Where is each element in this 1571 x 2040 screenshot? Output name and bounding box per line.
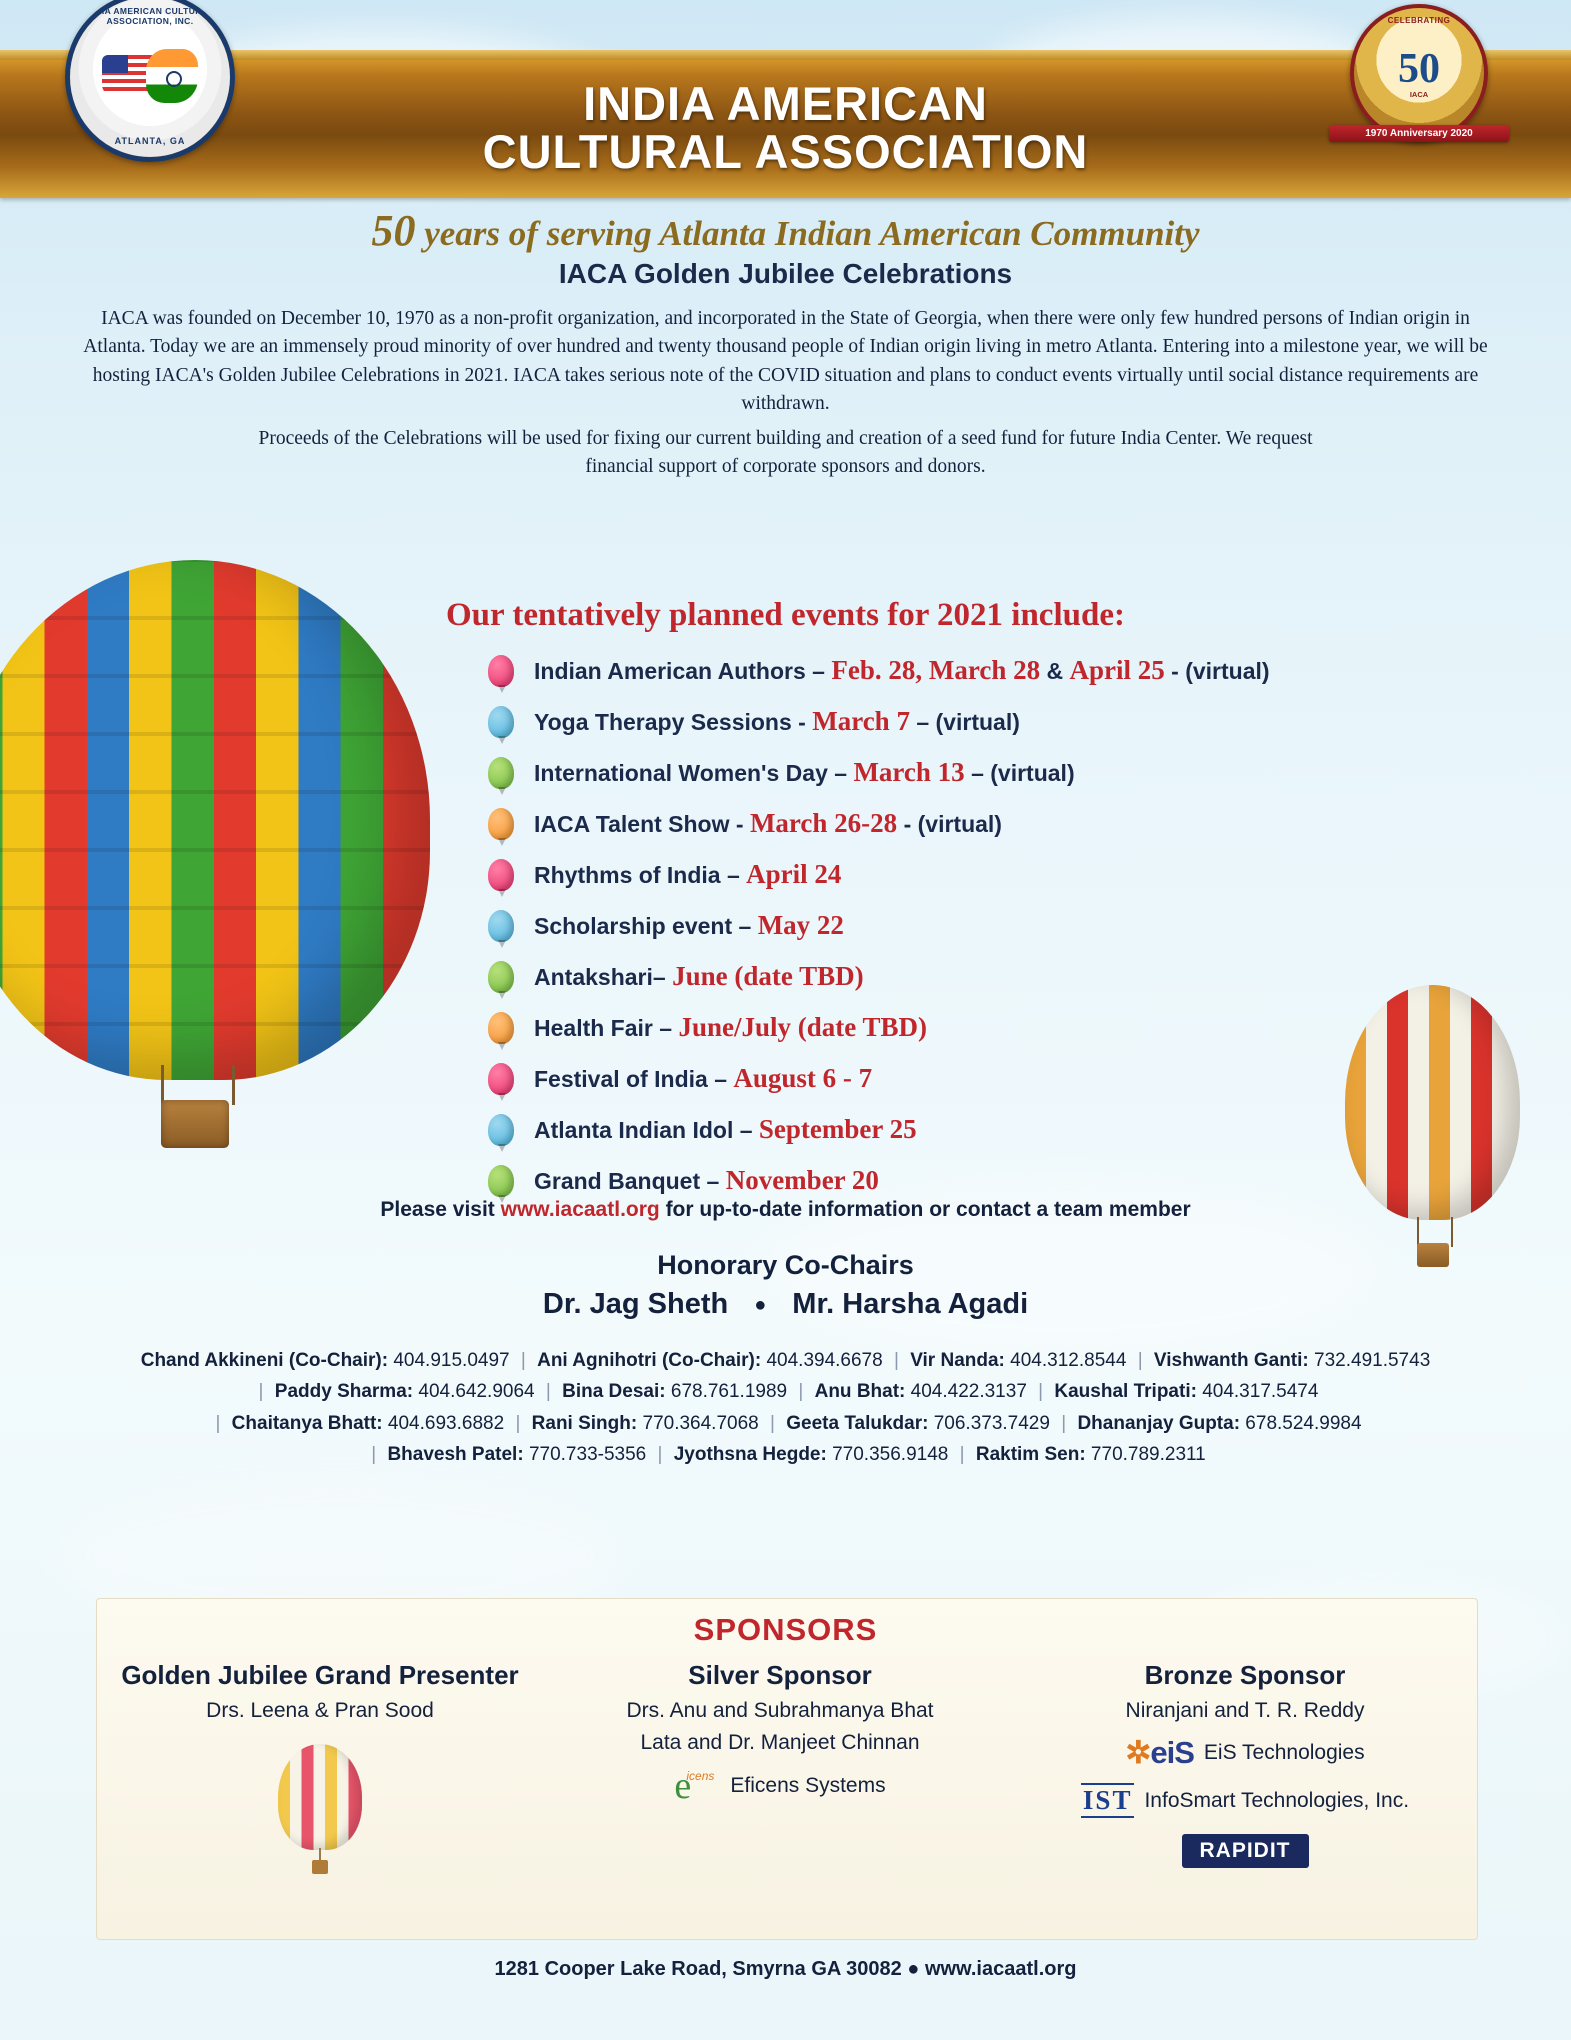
eficens-logo-icon: e icens — [674, 1765, 715, 1807]
tagline-number: 50 — [371, 206, 416, 255]
footer-address: 1281 Cooper Lake Road, Smyrna GA 30082 ● www.iacaatl.org — [494, 1958, 1077, 1980]
grand-presenter-name: Drs. Leena & Pran Sood — [206, 1699, 434, 1722]
event-name: IACA Talent Show - — [534, 811, 750, 837]
honorary-name-2: Mr. Harsha Agadi — [792, 1288, 1029, 1320]
eis-logo-row — [1010, 1735, 1480, 1771]
event-name: Rhythms of India – — [534, 862, 747, 888]
event-name: Yoga Therapy Sessions - — [534, 709, 813, 735]
balloon-bullet-icon — [488, 655, 514, 687]
seal-number: 50 — [1398, 45, 1440, 92]
event-row — [488, 1053, 1488, 1104]
event-text — [534, 1165, 879, 1196]
ist-logo-row — [1010, 1783, 1480, 1818]
infosmart-logo-icon: IST — [1081, 1783, 1135, 1818]
event-text — [534, 961, 864, 992]
logo-ring-bottom-text: ATLANTA, GA — [114, 136, 186, 146]
visit-after: for up-to-date information or contact a team member — [659, 1198, 1191, 1221]
event-name: Health Fair – — [534, 1015, 679, 1041]
silver-sponsor-heading: Silver Sponsor — [688, 1660, 872, 1690]
event-date: Feb. 28, March 28 — [831, 655, 1041, 685]
logo-ring-top-text: INDIA AMERICAN CULTURAL ASSOCIATION, INC. — [86, 6, 214, 26]
subtitle: IACA Golden Jubilee Celebrations — [558, 258, 1013, 289]
hot-air-balloon-sponsor-icon — [278, 1744, 362, 1850]
event-row — [488, 900, 1488, 951]
visit-line — [0, 1198, 1571, 1222]
intro-paragraph-2: Proceeds of the Celebrations will be used for fixing our current building and creation of a seed fund for future India Center. We request financial support of corporate sponsors and donors. — [258, 428, 1313, 478]
seal-years-ribbon: 1970 Anniversary 2020 — [1329, 125, 1509, 142]
sponsor-column-bronze — [1010, 1660, 1480, 1868]
event-text — [534, 1063, 872, 1094]
event-date: June/July (date TBD) — [678, 1012, 927, 1042]
event-text — [534, 706, 1020, 737]
event-text — [534, 1114, 917, 1145]
eis-logo-icon: ✲eiS — [1125, 1735, 1194, 1770]
sponsor-column-silver — [560, 1660, 1000, 1805]
sponsor-column-grand — [90, 1660, 550, 1723]
event-text — [534, 1012, 927, 1043]
event-text — [534, 910, 844, 941]
event-date: March 7 — [812, 706, 910, 736]
tagline — [0, 205, 1571, 256]
bullet-separator-icon: ● — [754, 1293, 767, 1316]
events-list — [488, 645, 1488, 1206]
contacts-line: | Paddy Sharma: 404.642.9064 | Bina Desai: 678.761.1989 | Anu Bhat: 404.422.3137 | Kaushal Tripati: 404.317.5474 — [258, 1381, 1319, 1403]
title-line-2: CULTURAL ASSOCIATION — [482, 125, 1089, 178]
balloon-bullet-icon — [488, 1012, 514, 1044]
balloon-bullet-icon — [488, 859, 514, 891]
eis-logo-label: EiS Technologies — [1203, 1741, 1365, 1764]
event-name: International Women's Day – — [534, 760, 854, 786]
event-row — [488, 747, 1488, 798]
iaca-logo-icon — [65, 0, 235, 162]
event-suffix: – (virtual) — [909, 709, 1020, 735]
contacts-line: Chand Akkineni (Co-Chair): 404.915.0497 | Ani Agnihotri (Co-Chair): 404.394.6678 | Vir Nanda: 404.312.8544 | Vishwanth Ganti: 732.491.5743 — [140, 1350, 1431, 1371]
title-line-1: INDIA AMERICAN — [583, 77, 988, 131]
eficens-logo-row — [560, 1767, 1000, 1805]
seal-subtext: IACA — [1409, 89, 1429, 99]
event-name: Antakshari– — [534, 964, 673, 990]
event-row — [488, 798, 1488, 849]
event-date: September 25 — [758, 1114, 917, 1144]
event-text — [534, 757, 1075, 788]
event-name: Atlanta Indian Idol – — [534, 1117, 759, 1143]
eficens-logo-label: Eficens Systems — [730, 1774, 886, 1797]
event-name: Scholarship event – — [534, 913, 758, 939]
event-date: March 13 — [853, 757, 965, 787]
bronze-sponsor-name-1: Niranjani and T. R. Reddy — [1125, 1699, 1365, 1722]
event-row — [488, 645, 1488, 696]
event-date: May 22 — [757, 910, 844, 940]
event-date: March 26-28 — [749, 808, 898, 838]
contacts-line: | Bhavesh Patel: 770.733-5356 | Jyothsna Hegde: 770.356.9148 | Raktim Sen: 770.789.2311 — [371, 1444, 1206, 1466]
silver-sponsor-name-2: Lata and Dr. Manjeet Chinnan — [640, 1731, 920, 1754]
events-heading: Our tentatively planned events for 2021 include: — [446, 597, 1125, 633]
event-date: June (date TBD) — [672, 961, 864, 991]
balloon-bullet-icon — [488, 757, 514, 789]
event-date: August 6 - 7 — [733, 1063, 873, 1093]
event-date: April 24 — [746, 859, 842, 889]
event-date: November 20 — [725, 1165, 879, 1195]
balloon-bullet-icon — [488, 1165, 514, 1197]
event-date-separator: & — [1040, 658, 1070, 684]
visit-before: Please visit — [380, 1198, 501, 1221]
balloon-bullet-icon — [488, 706, 514, 738]
event-row — [488, 1104, 1488, 1155]
event-text — [534, 808, 1002, 839]
sponsors-title: SPONSORS — [693, 1612, 878, 1647]
event-suffix: - (virtual) — [897, 811, 1002, 837]
event-name: Grand Banquet – — [534, 1168, 726, 1194]
silver-sponsor-name-1: Drs. Anu and Subrahmanya Bhat — [626, 1699, 934, 1722]
seal-celebrating-text: CELEBRATING — [1387, 16, 1451, 25]
contacts-line: | Chaitanya Bhatt: 404.693.6882 | Rani Singh: 770.364.7068 | Geeta Talukdar: 706.373.7429 | Dhananjay Gupta: 678.524.9984 — [215, 1412, 1362, 1434]
balloon-bullet-icon — [488, 910, 514, 942]
event-name: Indian American Authors – — [534, 658, 832, 684]
tagline-text: years of serving Atlanta Indian American Community — [415, 214, 1200, 253]
event-text — [534, 859, 841, 890]
event-name: Festival of India – — [534, 1066, 734, 1092]
event-row — [488, 1002, 1488, 1053]
balloon-bullet-icon — [488, 1063, 514, 1095]
honorary-names — [0, 1288, 1571, 1321]
website-link[interactable]: www.iacaatl.org — [500, 1198, 660, 1221]
intro-paragraph-1: IACA was founded on December 10, 1970 as a non-profit organization, and incorporated in the State of Georgia, when there were only few hundred persons of Indian origin in Atlanta. Today we are an immensely proud minority of over hundred and twenty thousand people of Indian origin living in metro Atlanta. Entering into a milestone year, we will be hosting IACA's Golden Jubilee Celebrations in 2021. IACA takes serious note of the COVID situation and plans to conduct events virtually until social distance requirements are withdrawn. — [83, 308, 1488, 414]
india-usa-map-icon — [102, 49, 198, 105]
event-row — [488, 849, 1488, 900]
event-date-secondary: April 25 — [1069, 655, 1165, 685]
contacts-block — [100, 1345, 1471, 1470]
grand-presenter-heading: Golden Jubilee Grand Presenter — [121, 1660, 519, 1690]
rapidit-logo-icon: RAPIDIT — [1182, 1834, 1309, 1868]
bronze-sponsor-heading: Bronze Sponsor — [1144, 1660, 1346, 1690]
honorary-name-1: Dr. Jag Sheth — [542, 1288, 729, 1320]
event-row — [488, 951, 1488, 1002]
golden-jubilee-seal-icon — [1329, 0, 1509, 158]
balloon-bullet-icon — [488, 961, 514, 993]
event-text — [534, 655, 1270, 686]
event-row — [488, 696, 1488, 747]
honorary-heading: Honorary Co-Chairs — [657, 1250, 914, 1280]
balloon-bullet-icon — [488, 1114, 514, 1146]
event-suffix: – (virtual) — [964, 760, 1075, 786]
event-suffix: - (virtual) — [1164, 658, 1270, 684]
hot-air-balloon-large — [0, 560, 430, 1140]
balloon-bullet-icon — [488, 808, 514, 840]
infosmart-logo-label: InfoSmart Technologies, Inc. — [1144, 1788, 1410, 1812]
